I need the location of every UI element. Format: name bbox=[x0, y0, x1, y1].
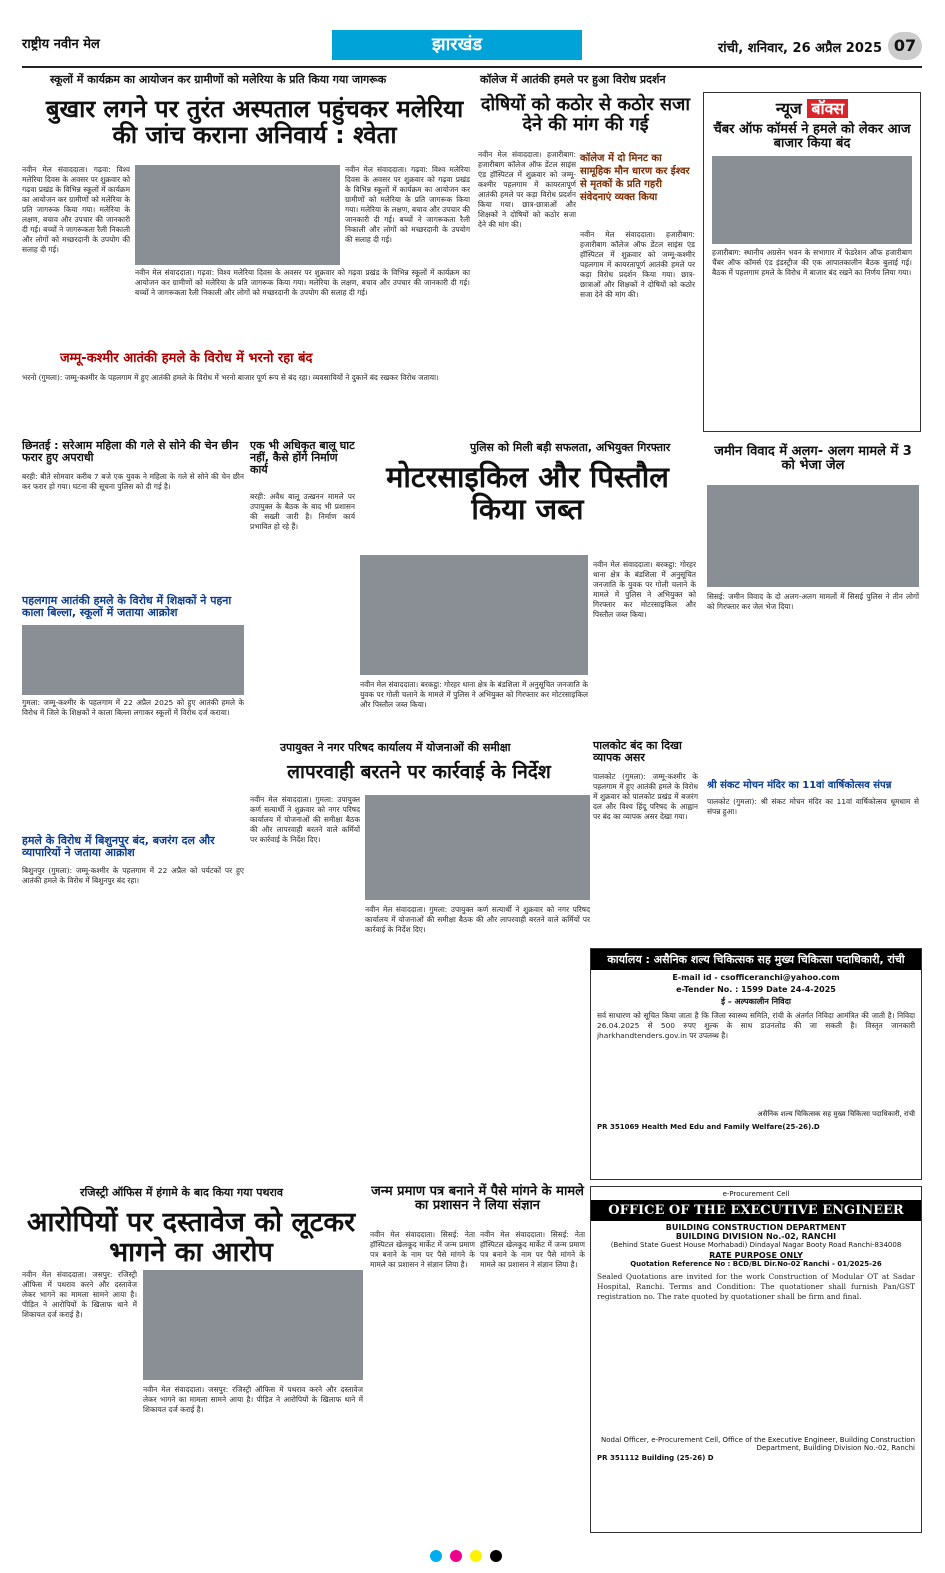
story1-body-col3: नवीन मेल संवाददाता। गढ़वा: विश्व मलेरिया दिवस के अवसर पर शुक्रवार को गढ़वा प्रखंड के विभिन्न स्कूलों में कार्यक्रम का आयोजन कर ग्रामीणों को मलेरिया के प्रति जागरूक किया गया। मलेरिया के लक्षण, बचाव और उपचार की जानकारी दी गई। बच्चों ने जागरूकता रैली निकाली और लोगों को मच्छरदानी के उपयोग की सलाह दी गई। bbox=[345, 165, 470, 244]
story1-photo bbox=[135, 165, 340, 265]
story13-body-cont: नवीन मेल संवाददाता। जसपुर: रजिस्ट्री ऑफिस में पथराव करने और दस्तावेज लेकर भागने का मामला सामने आया है। पीड़ित ने आरोपियों के खिलाफ थाने में शिकायत दर्ज कराई है। bbox=[143, 1385, 363, 1414]
story13-photo bbox=[143, 1270, 363, 1380]
tender-notice-building bbox=[590, 1186, 922, 1533]
tender2-footer: PR 351112 Building (25-26) D bbox=[597, 1454, 714, 1462]
story6-body: नवीन मेल संवाददाता। बरकट्ठा: गोरहर थाना क्षेत्र के बंडशिला में अनुसूचित जनजाति के युवक पर गोली चलाने के मामले में पुलिस ने अभियुक्त को गिरफ्तार कर मोटरसाइकिल और पिस्तौल जब्त किया। bbox=[593, 560, 696, 619]
story14-body: नवीन मेल संवाददाता। सिसई: नेता हॉस्पिटल खेलकूद मार्केट में जन्म प्रमाण पत्र बनाने के नाम पर पैसे मांगने के मामले का प्रशासन ने संज्ञान लिया है। bbox=[370, 1230, 475, 1269]
story6-body-cont: नवीन मेल संवाददाता। बरकट्ठा: गोरहर थाना क्षेत्र के बंडशिला में अनुसूचित जनजाति के युवक पर गोली चलाने के मामले में पुलिस ने अभियुक्त को गिरफ्तार कर मोटरसाइकिल और पिस्तौल जब्त किया। bbox=[360, 680, 588, 709]
story6-kicker: पुलिस को मिली बड़ी सफलता, अभियुक्त गिरफ्तार bbox=[470, 441, 671, 454]
registration-dot-black bbox=[490, 1550, 502, 1562]
tender2-cell: e-Procurement Cell bbox=[722, 1190, 790, 1198]
story2-headline: दोषियों को कठोर से कठोर सजा देने की मांग की गई bbox=[480, 94, 691, 135]
story2-pullquote: कॉलेज में दो मिनट का सामूहिक मौन धारण कर ईश्वर से मृतकों के प्रति गहरी संवेदनाएं व्यक्त किया bbox=[580, 153, 690, 203]
registration-dot-cyan bbox=[430, 1550, 442, 1562]
dateline: रांची, शनिवार, 26 अप्रैल 2025 bbox=[717, 41, 882, 56]
tender2-quote: Quotation Reference No : BCD/BL Dir.No-02 Ranchi - 01/2025-26 bbox=[630, 1260, 882, 1268]
tender2-rate: RATE PURPOSE ONLY bbox=[709, 1251, 803, 1260]
story12-body: बिशुनपुर (गुमला): जम्मू-कश्मीर के पहलगाम में 22 अप्रैल को पर्यटकों पर हुए आतंकी हमले के विरोध में बिशुनपुर बंद रहा। bbox=[22, 866, 244, 885]
tender1-body: सर्व साधारण को सूचित किया जाता है कि जिला स्वास्थ्य समिति, रांची के अंतर्गत निविदा आमंत्रित की जाती है। निविदा 26.04.2025 से 500 रुपए शुल्क के साथ डाउनलोड की जा सकती है। विस्तृत जानकारी jharkhandtenders.gov.in पर उपलब्ध है। bbox=[597, 1011, 915, 1040]
news-box-body: हजारीबाग: स्थानीय अग्रसेन भवन के सभागार में फेडरेशन ऑफ हजारीबाग चैंबर ऑफ कॉमर्स एंड इंडस्ट्रीज की एक आपातकालीन बैठक बुलाई गई। बैठक में पहलगाम हमले के विरोध में बाजार बंद रखने का निर्णय लिया गया। bbox=[712, 247, 912, 277]
story2-body: नवीन मेल संवाददाता। हजारीबाग: हजारीबाग कॉलेज ऑफ डेंटल साइंस एंड हॉस्पिटल में शुक्रवार को जम्मू-कश्मीर पहलगाम में कायरतापूर्ण आतंकी हमले पर कड़ा विरोध प्रदर्शन किया गया। छात्र-छात्राओं और शिक्षकों ने दोषियों को कठोर सजा देने की मांग की। bbox=[478, 150, 576, 229]
story7-body: गुमला: जम्मू-कश्मीर के पहलगाम में 22 अप्रैल 2025 को हुए आतंकी हमले के विरोध में जिले के शिक्षकों ने काला बिल्ला लगाकर स्कूलों में विरोध दर्ज कराया। bbox=[22, 698, 244, 717]
story6-photo bbox=[360, 555, 588, 675]
story5-headline: एक भी अधिकृत बालू घाट नहीं, कैसे होंगे निर्माण कार्य bbox=[250, 439, 355, 477]
story8-kicker: उपायुक्त ने नगर परिषद कार्यालय में योजनाओं की समीक्षा bbox=[280, 741, 511, 754]
story14-headline: जन्म प्रमाण पत्र बनाने में पैसे मांगने के मामले का प्रशासन ने लिया संज्ञान bbox=[371, 1184, 584, 1214]
news-box-label-b: बॉक्स bbox=[807, 99, 848, 118]
story8-body: नवीन मेल संवाददाता। गुमला: उपायुक्त कर्ण सत्यार्थी ने शुक्रवार को नगर परिषद कार्यालय में योजनाओं की समीक्षा बैठक की और लापरवाही बरतने वाले कर्मियों पर कार्रवाई के निर्देश दिए। bbox=[250, 795, 360, 844]
story7-headline: पहलगाम आतंकी हमले के विरोध में शिक्षकों ने पहना काला बिल्ला, स्कूलों में जताया आक्रोश bbox=[22, 594, 232, 620]
story9-headline: पालकोट बंद का दिखा व्यापक असर bbox=[593, 739, 682, 765]
story3-body: भरनो (गुमला): जम्मू-कश्मीर के पहलगाम में हुए आतंकी हमले के विरोध में भरनो बाजार पूर्ण रूप से बंद रहा। व्यवसायियों ने दुकानें बंद रखकर विरोध जताया। bbox=[22, 373, 439, 382]
story10-headline: जमीन विवाद में अलग- अलग मामले में 3 को भेजा जेल bbox=[714, 444, 912, 474]
tender1-office: कार्यालय : असैनिक शल्य चिकित्सक सह मुख्य चिकित्सा पदाधिकारी, रांची bbox=[591, 949, 921, 970]
tender2-address: (Behind State Guest House Morhabadi) Dindayal Nagar Booty Road Ranchi-834008 bbox=[610, 1241, 902, 1249]
tender1-signature: असैनिक शल्य चिकित्सक सह मुख्य चिकित्सा पदाधिकारी, रांची bbox=[757, 1110, 915, 1118]
section-tab: झारखंड bbox=[332, 30, 582, 60]
story4-body: बरही: बीते सोमवार करीब 7 बजे एक युवक ने महिला के गले से सोने की चेन छीन कर फरार हो गया। घटना की सूचना पुलिस को दी गई है। bbox=[22, 472, 244, 491]
story1-body-cont: नवीन मेल संवाददाता। गढ़वा: विश्व मलेरिया दिवस के अवसर पर शुक्रवार को गढ़वा प्रखंड के विभिन्न स्कूलों में कार्यक्रम का आयोजन कर ग्रामीणों को मलेरिया के प्रति जागरूक किया गया। मलेरिया के लक्षण, बचाव और उपचार की जानकारी दी गई। बच्चों ने जागरूकता रैली निकाली और लोगों को मच्छरदानी के उपयोग की सलाह दी गई। bbox=[135, 268, 470, 297]
newspaper-logo: राष्ट्रीय नवीन मेल bbox=[22, 37, 100, 52]
story13-body: नवीन मेल संवाददाता। जसपुर: रजिस्ट्री ऑफिस में पथराव करने और दस्तावेज लेकर भागने का मामला सामने आया है। पीड़ित ने आरोपियों के खिलाफ थाने में शिकायत दर्ज कराई है। bbox=[22, 1270, 137, 1319]
story11-body: पालकोट (गुमला): श्री संकट मोचन मंदिर का 11वां वार्षिकोत्सव धूमधाम से संपन्न हुआ। bbox=[707, 797, 919, 816]
story6-headline: मोटरसाइकिल और पिस्तौल किया जब्त bbox=[386, 460, 669, 526]
story11-headline: श्री संकट मोचन मंदिर का 11वां वार्षिकोत्सव संपन्न bbox=[707, 780, 892, 791]
story2-kicker: कॉलेज में आतंकी हमले पर हुआ विरोध प्रदर्शन bbox=[480, 73, 666, 86]
tender1-email: E-mail id - csofficeranchi@yahoo.com bbox=[672, 973, 840, 982]
tender1-footer: PR 351069 Health Med Edu and Family Welfare(25-26).D bbox=[597, 1123, 820, 1131]
news-box-label-a: न्यूज bbox=[775, 99, 802, 118]
registration-dot-magenta bbox=[450, 1550, 462, 1562]
story8-photo bbox=[365, 795, 590, 900]
tender2-office: OFFICE OF THE EXECUTIVE ENGINEER bbox=[591, 1200, 921, 1221]
tender2-division: BUILDING DIVISION No.-02, RANCHI bbox=[675, 1232, 837, 1241]
tender2-body: Sealed Quotations are invited for the work Construction of Modular OT at Sadar Hospital, Ranchi. Terms and Condition: The quotationer shall furnish Pan/GST registration no. The rate quoted by quotationer shall be firm and final. bbox=[597, 1272, 915, 1301]
story1-kicker: स्कूलों में कार्यक्रम का आयोजन कर ग्रामीणों को मलेरिया के प्रति किया गया जागरूक bbox=[50, 73, 387, 86]
story3-headline: जम्मू-कश्मीर आतंकी हमले के विरोध में भरनो रहा बंद bbox=[60, 351, 313, 366]
story10-photo bbox=[707, 485, 919, 587]
news-box-headline: चैंबर ऑफ कॉमर्स ने हमले को लेकर आज बाजार किया बंद bbox=[713, 122, 911, 152]
tender-notice-health bbox=[590, 948, 922, 1180]
story5-body: बरही: अवैध बालू उत्खनन मामले पर उपायुक्त के बैठक के बाद भी प्रशासन की सख्ती जारी है। निर्माण कार्य प्रभावित हो रहे हैं। bbox=[250, 492, 355, 531]
header-rule bbox=[22, 66, 922, 68]
page-header bbox=[22, 30, 922, 66]
story2-body-col2: नवीन मेल संवाददाता। हजारीबाग: हजारीबाग कॉलेज ऑफ डेंटल साइंस एंड हॉस्पिटल में शुक्रवार को जम्मू-कश्मीर पहलगाम में कायरतापूर्ण आतंकी हमले पर कड़ा विरोध प्रदर्शन किया गया। छात्र-छात्राओं और शिक्षकों ने दोषियों को कठोर सजा देने की मांग की। bbox=[580, 230, 695, 299]
story8-body-cont: नवीन मेल संवाददाता। गुमला: उपायुक्त कर्ण सत्यार्थी ने शुक्रवार को नगर परिषद कार्यालय में योजनाओं की समीक्षा बैठक की और लापरवाही बरतने वाले कर्मियों पर कार्रवाई के निर्देश दिए। bbox=[365, 905, 590, 934]
footer-registration-marks bbox=[430, 1547, 505, 1566]
story4-headline: छिनतई : सरेआम महिला की गले से सोने की चेन छीन फरार हुए अपराधी bbox=[22, 439, 239, 465]
page-number: 07 bbox=[888, 32, 922, 60]
registration-dot-yellow bbox=[470, 1550, 482, 1562]
story8-headline: लापरवाही बरतने पर कार्रवाई के निर्देश bbox=[287, 761, 551, 783]
tender2-sign: Nodal Officer, e-Procurement Cell, Office of the Executive Engineer, Building Construction Department, Building Division No.-02, Ranchi bbox=[601, 1436, 915, 1452]
tender1-number: e-Tender No. : 1599 Date 24-4-2025 bbox=[676, 985, 836, 994]
story1-headline: बुखार लगने पर तुरंत अस्पताल पहुंचकर मलेरिया की जांच कराना अनिवार्य : श्वेता bbox=[45, 95, 464, 150]
story9-body: पालकोट (गुमला): जम्मू-कश्मीर के पहलगाम में हुए आतंकी हमले के विरोध में शुक्रवार को पालकोट प्रखंड में बजरंग दल और विश्व हिंदू परिषद के आह्वान पर बंद का व्यापक असर देखा गया। bbox=[593, 772, 698, 821]
news-box-photo bbox=[712, 156, 912, 244]
tender1-subject: ई – अल्पकालीन निविदा bbox=[721, 997, 791, 1006]
story14-body-col2: नवीन मेल संवाददाता। सिसई: नेता हॉस्पिटल खेलकूद मार्केट में जन्म प्रमाण पत्र बनाने के नाम पर पैसे मांगने के मामले का प्रशासन ने संज्ञान लिया है। bbox=[480, 1230, 585, 1269]
story13-kicker: रजिस्ट्री ऑफिस में हंगामे के बाद किया गया पथराव bbox=[80, 1186, 283, 1199]
story10-body: सिसई: जमीन विवाद के दो अलग-अलग मामलों में सिसई पुलिस ने तीन लोगों को गिरफ्तार कर जेल भेज दिया। bbox=[707, 592, 919, 611]
news-box bbox=[703, 92, 921, 432]
story12-headline: हमले के विरोध में बिशुनपुर बंद, बजरंग दल और व्यापारियों ने जताया आक्रोश bbox=[22, 834, 215, 860]
tender2-dept: BUILDING CONSTRUCTION DEPARTMENT bbox=[665, 1223, 847, 1232]
story13-headline: आरोपियों पर दस्तावेज को लूटकर भागने का आरोप bbox=[26, 1207, 356, 1268]
story7-photo bbox=[22, 625, 244, 695]
story1-body: नवीन मेल संवाददाता। गढ़वा: विश्व मलेरिया दिवस के अवसर पर शुक्रवार को गढ़वा प्रखंड के विभिन्न स्कूलों में कार्यक्रम का आयोजन कर ग्रामीणों को मलेरिया के प्रति जागरूक किया गया। मलेरिया के लक्षण, बचाव और उपचार की जानकारी दी गई। बच्चों ने जागरूकता रैली निकाली और लोगों को मच्छरदानी के उपयोग की सलाह दी गई। bbox=[22, 165, 130, 254]
